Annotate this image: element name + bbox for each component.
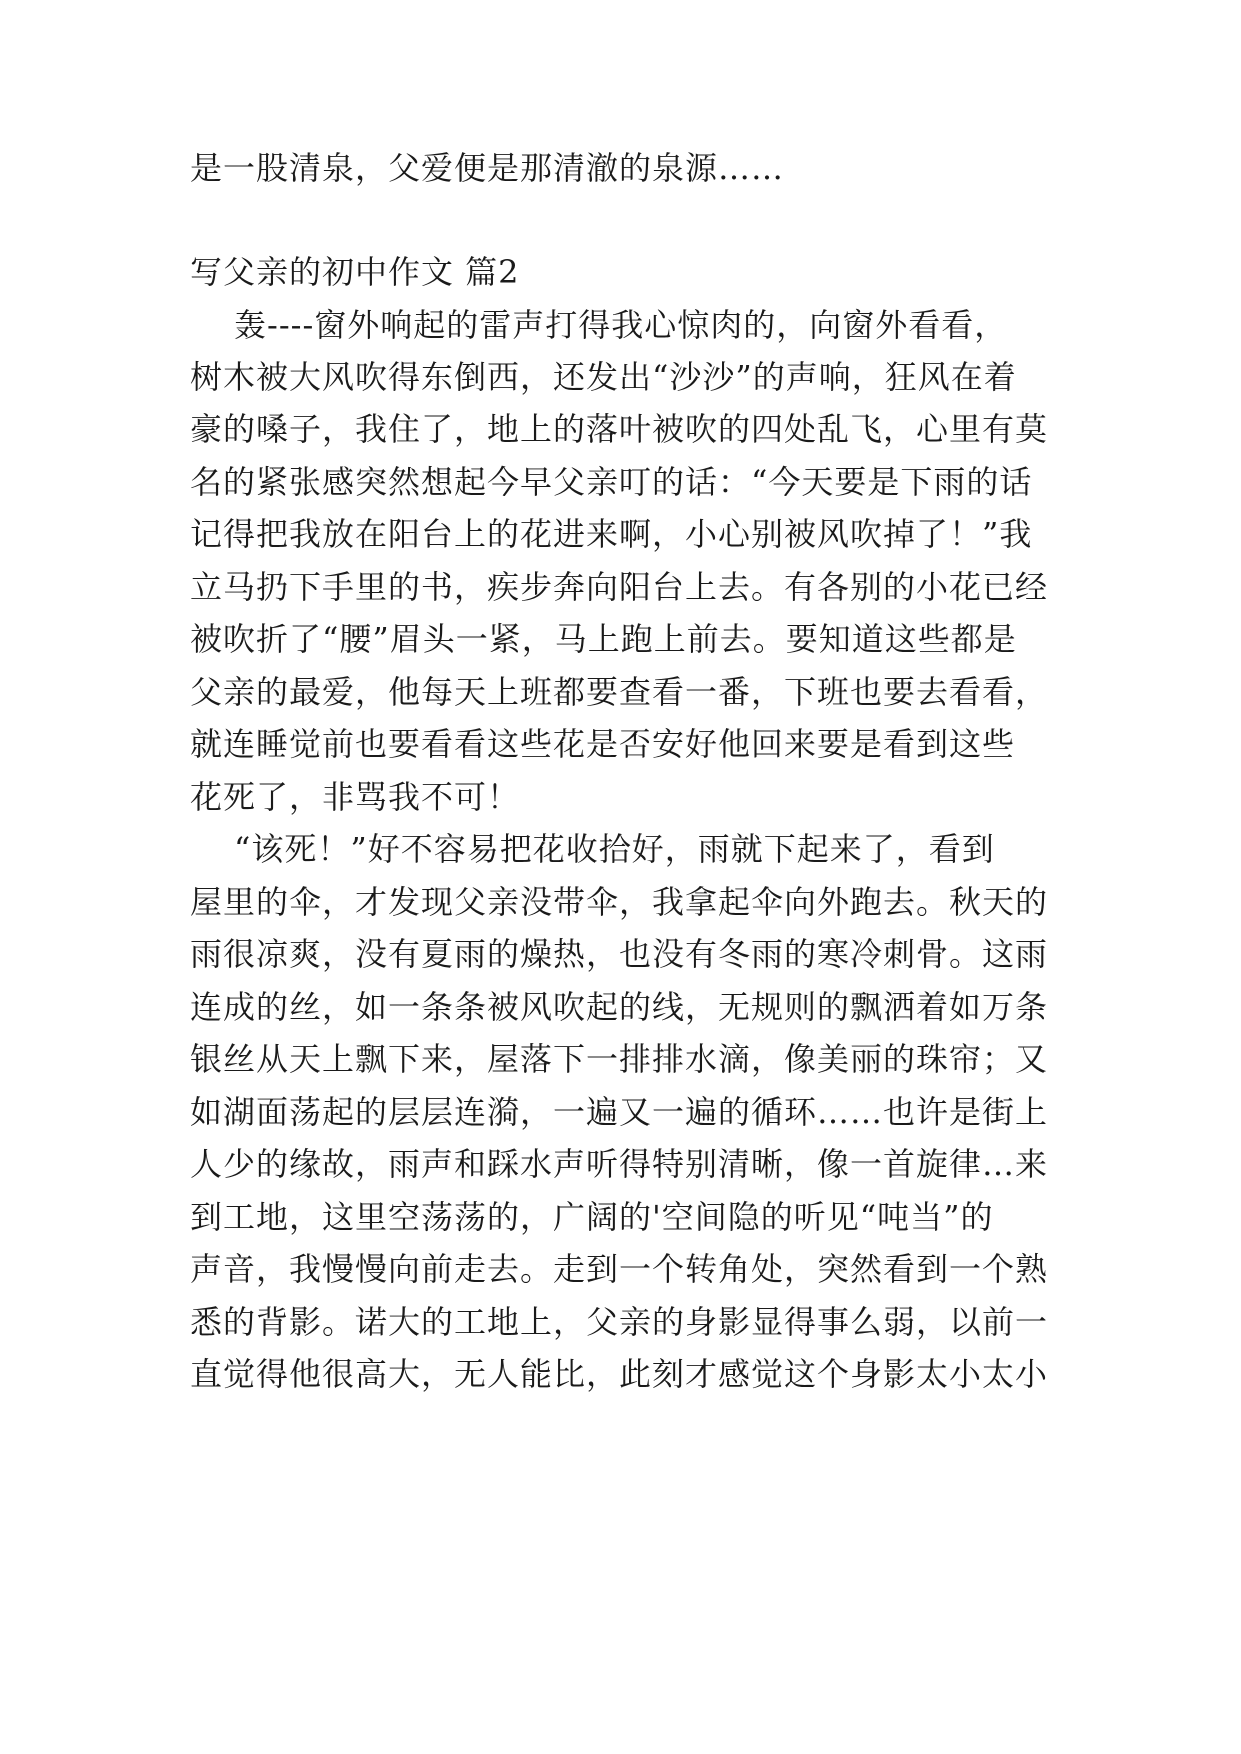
paragraph-line: 被吹折了“腰”眉头一紧，马上跑上前去。要知道这些都是: [190, 620, 1017, 658]
paragraph-line: 立马扔下手里的书，疾步奔向阳台上去。有各别的小花已经: [190, 568, 1049, 606]
paragraph-line: 父亲的最爱，他每天上班都要查看一番，下班也要去看看，: [190, 673, 1049, 711]
paragraph-line: 悉的背影。诺大的工地上，父亲的身影显得事么弱，以前一: [190, 1303, 1049, 1341]
paragraph-line: “该死！”好不容易把花收拾好，雨就下起来了，看到: [234, 830, 995, 868]
paragraph-line: 连成的丝，如一条条被风吹起的线，无规则的飘洒着如万条: [190, 988, 1049, 1026]
paragraph-line: 银丝从天上飘下来，屋落下一排排水滴，像美丽的珠帘；又: [190, 1040, 1049, 1078]
section-heading: 写父亲的初中作文 篇2: [190, 253, 520, 291]
paragraph-line: 人少的缘故，雨声和踩水声听得特别清晰，像一首旋律…来: [190, 1145, 1049, 1183]
intro-line: 是一股清泉，父爱便是那清澈的泉源……: [190, 149, 785, 187]
paragraph-line: 到工地，这里空荡荡的，广阔的'空间隐的听见“吨当”的: [190, 1198, 994, 1236]
paragraph-line: 轰----窗外响起的雷声打得我心惊肉的，向窗外看看，: [234, 306, 1008, 344]
paragraph-line: 豪的嗓子，我住了，地上的落叶被吹的四处乱飞，心里有莫: [190, 410, 1049, 448]
paragraph-line: 如湖面荡起的层层连漪，一遍又一遍的循环……也许是街上: [190, 1093, 1049, 1131]
paragraph-line: 直觉得他很高大，无人能比，此刻才感觉这个身影太小太小: [190, 1355, 1049, 1393]
paragraph-line: 树木被大风吹得东倒西，还发出“沙沙”的声响，狂风在着: [190, 358, 1017, 396]
paragraph-line: 名的紧张感突然想起今早父亲叮的话：“今天要是下雨的话: [190, 463, 1033, 501]
paragraph-line: 屋里的伞，才发现父亲没带伞，我拿起伞向外跑去。秋天的: [190, 883, 1049, 921]
paragraph-line: 声音，我慢慢向前走去。走到一个转角处，突然看到一个熟: [190, 1250, 1049, 1288]
paragraph-line: 雨很凉爽，没有夏雨的燥热，也没有冬雨的寒冷刺骨。这雨: [190, 935, 1049, 973]
paragraph-line: 花死了，非骂我不可！: [190, 778, 521, 816]
paragraph-line: 记得把我放在阳台上的花进来啊，小心别被风吹掉了！”我: [190, 515, 1033, 553]
paragraph-line: 就连睡觉前也要看看这些花是否安好他回来要是看到这些: [190, 725, 1016, 763]
